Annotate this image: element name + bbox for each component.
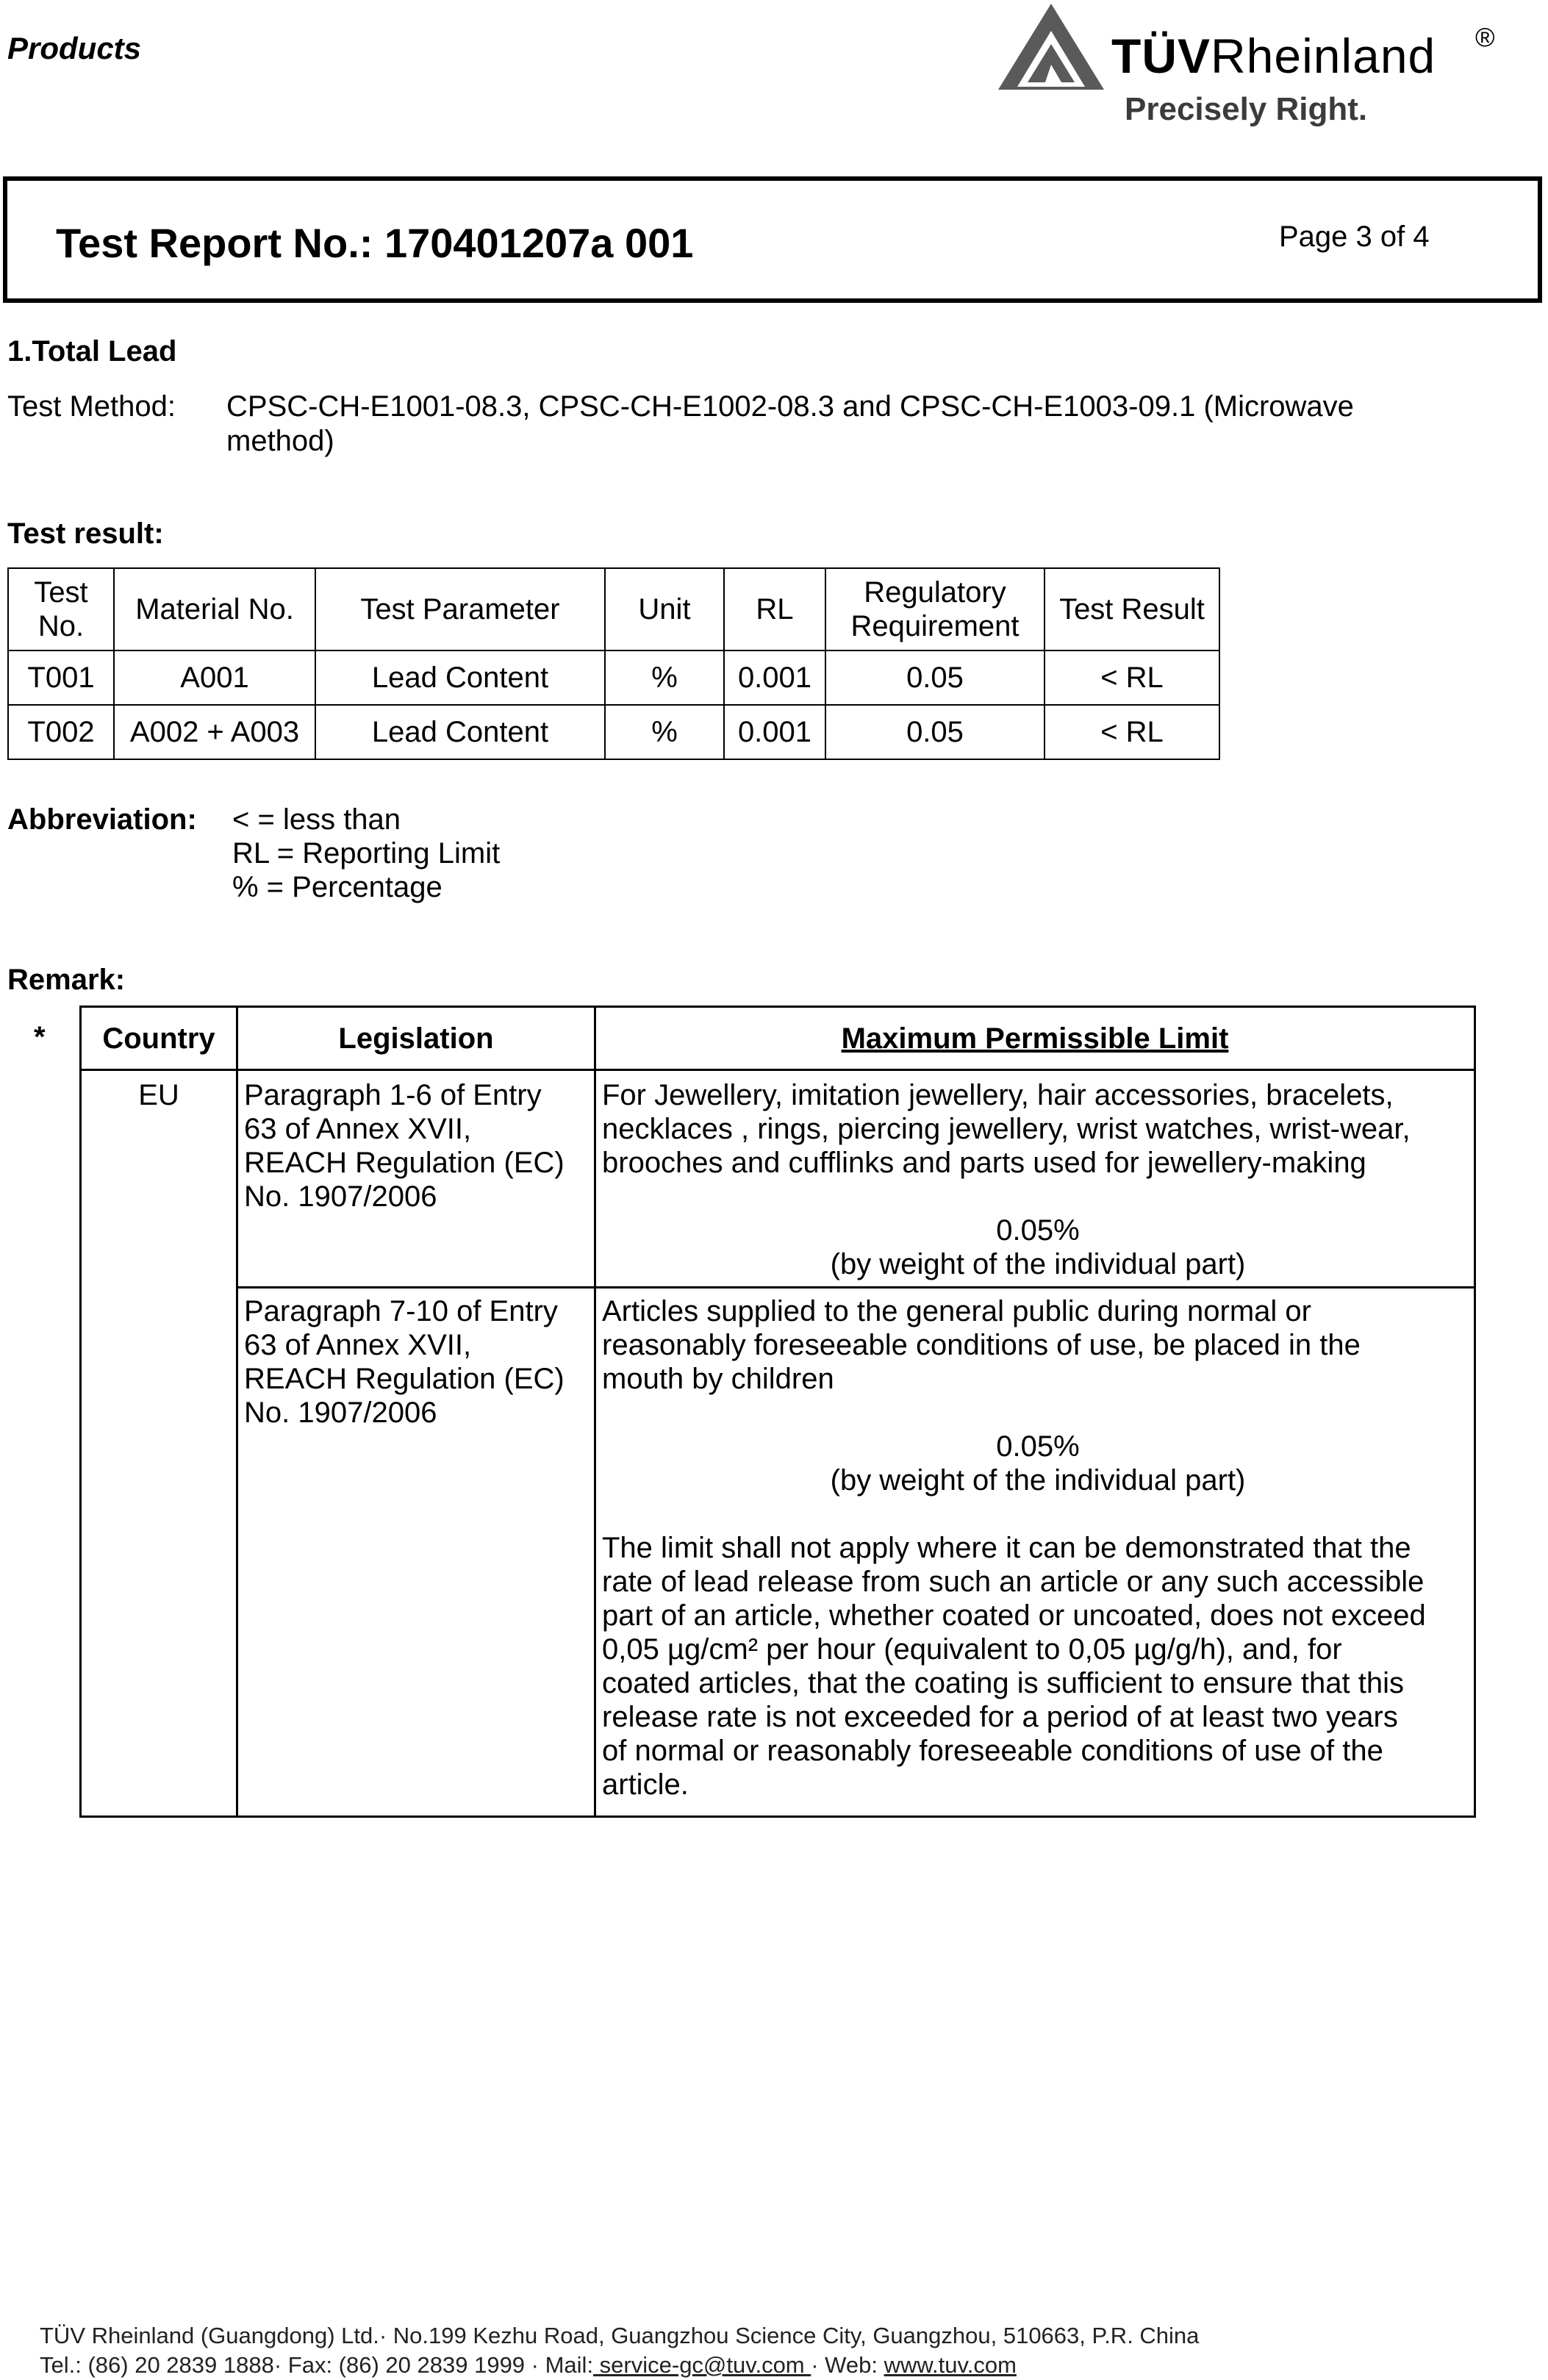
remark-label: Remark:: [7, 964, 126, 996]
cell-test-result: < RL: [1044, 705, 1219, 759]
header-regulatory-requirement: Regulatory Requirement: [825, 568, 1044, 650]
header-legislation: Legislation: [237, 1007, 595, 1070]
section-heading: 1.Total Lead: [7, 335, 177, 368]
cell-test-result: < RL: [1044, 650, 1219, 705]
header-max-limit: Maximum Permissible Limit: [595, 1007, 1475, 1070]
cell-unit: %: [605, 650, 724, 705]
test-method-line1: CPSC-CH-E1001-08.3, CPSC-CH-E1002-08.3 and CPSC-CH-E1003-09.1 (Microwave: [226, 390, 1354, 423]
cell-country: EU: [81, 1070, 237, 1817]
cell-rl: 0.001: [724, 650, 825, 705]
test-method-label: Test Method:: [7, 390, 176, 423]
footer-address: TÜV Rheinland (Guangdong) Ltd.· No.199 Kezhu Road, Guangzhou Science City, Guangzhou, 510663, P.R. China: [40, 2323, 1200, 2348]
page-number: Page 3 of 4: [1279, 221, 1430, 253]
brand-tagline: Precisely Right.: [1125, 91, 1368, 127]
web-link[interactable]: www.tuv.com: [884, 2352, 1017, 2378]
remark-star: *: [34, 1021, 46, 1053]
cell-test-parameter: Lead Content: [315, 650, 605, 705]
table-row: [8, 705, 1219, 759]
cell-test-no: T001: [8, 650, 114, 705]
cell-legislation: Paragraph 1-6 of Entry 63 of Annex XVII, REACH Regulation (EC) No. 1907/2006: [237, 1070, 595, 1288]
test-result-label: Test result:: [7, 517, 164, 550]
registered-mark: ®: [1475, 22, 1495, 52]
header-test-parameter: Test Parameter: [315, 568, 605, 650]
tuv-logo: [994, 0, 1523, 140]
brand-light: Rheinland: [1211, 29, 1436, 83]
footer: [40, 2321, 1199, 2380]
cell-legislation: Paragraph 7-10 of Entry 63 of Annex XVII, REACH Regulation (EC) No. 1907/2006: [237, 1288, 595, 1817]
remark-table: [79, 1006, 1476, 1818]
email-link[interactable]: service-gc@tuv.com: [593, 2352, 811, 2378]
cell-test-parameter: Lead Content: [315, 705, 605, 759]
header-test-no: Test No.: [8, 568, 114, 650]
brand-name: [1111, 28, 1436, 84]
cell-regulatory: 0.05: [825, 705, 1044, 759]
footer-contact: Tel.: (86) 20 2839 1888· Fax: (86) 20 2839 1999 · Mail: service-gc@tuv.com · Web: www.tuv.com: [40, 2352, 1017, 2378]
cell-test-no: T002: [8, 705, 114, 759]
table-row: [8, 650, 1219, 705]
cell-limit: For Jewellery, imitation jewellery, hair accessories, bracelets, necklaces , rings, piercing jewellery, wrist watches, wrist-wear, brooches and cufflinks and parts used for jewellery-making 0.05% (by weight of the individual part): [595, 1070, 1475, 1288]
report-title: Test Report No.: 170401207a 001: [56, 220, 694, 266]
header-rl: RL: [724, 568, 825, 650]
abbreviation-label: Abbreviation:: [7, 803, 197, 836]
table-row: [81, 1070, 1475, 1288]
cell-regulatory: 0.05: [825, 650, 1044, 705]
abbreviation-list: [232, 803, 500, 904]
table-row: [81, 1288, 1475, 1817]
results-header-row: [8, 568, 1219, 650]
cell-rl: 0.001: [724, 705, 825, 759]
header-test-result: Test Result: [1044, 568, 1219, 650]
abbreviation-item: RL = Reporting Limit: [232, 837, 501, 870]
abbreviation-item: % = Percentage: [232, 871, 442, 903]
cell-unit: %: [605, 705, 724, 759]
tuv-triangle-icon: [994, 0, 1111, 103]
header-country: Country: [81, 1007, 237, 1070]
brand-bold: TÜV: [1111, 29, 1211, 83]
cell-material-no: A001: [114, 650, 315, 705]
abbreviation-item: < = less than: [232, 803, 401, 836]
results-table: [7, 567, 1220, 760]
cell-material-no: A002 + A003: [114, 705, 315, 759]
test-method-line2: method): [226, 425, 334, 457]
header-unit: Unit: [605, 568, 724, 650]
remark-header-row: [81, 1007, 1475, 1070]
report-title-box: [3, 176, 1542, 303]
header-material-no: Material No.: [114, 568, 315, 650]
header-section-label: Products: [7, 31, 142, 65]
cell-limit: Articles supplied to the general public during normal or reasonably foreseeable conditions of use, be placed in the mouth by children 0.05% (by weight of the individual part) The limit shall not apply where it can be demonstrated that the rate of lead release from such an article or any such accessible part of an article, whether coated or uncoated, does not exceed 0,05 µg/cm² per hour (equivalent to 0,05 µg/g/h), and, for coated articles, that the coating is sufficient to ensure that this release rate is not exceeded for a period of at least two years of normal or reasonably foreseeable conditions of use of the article.: [595, 1288, 1475, 1817]
